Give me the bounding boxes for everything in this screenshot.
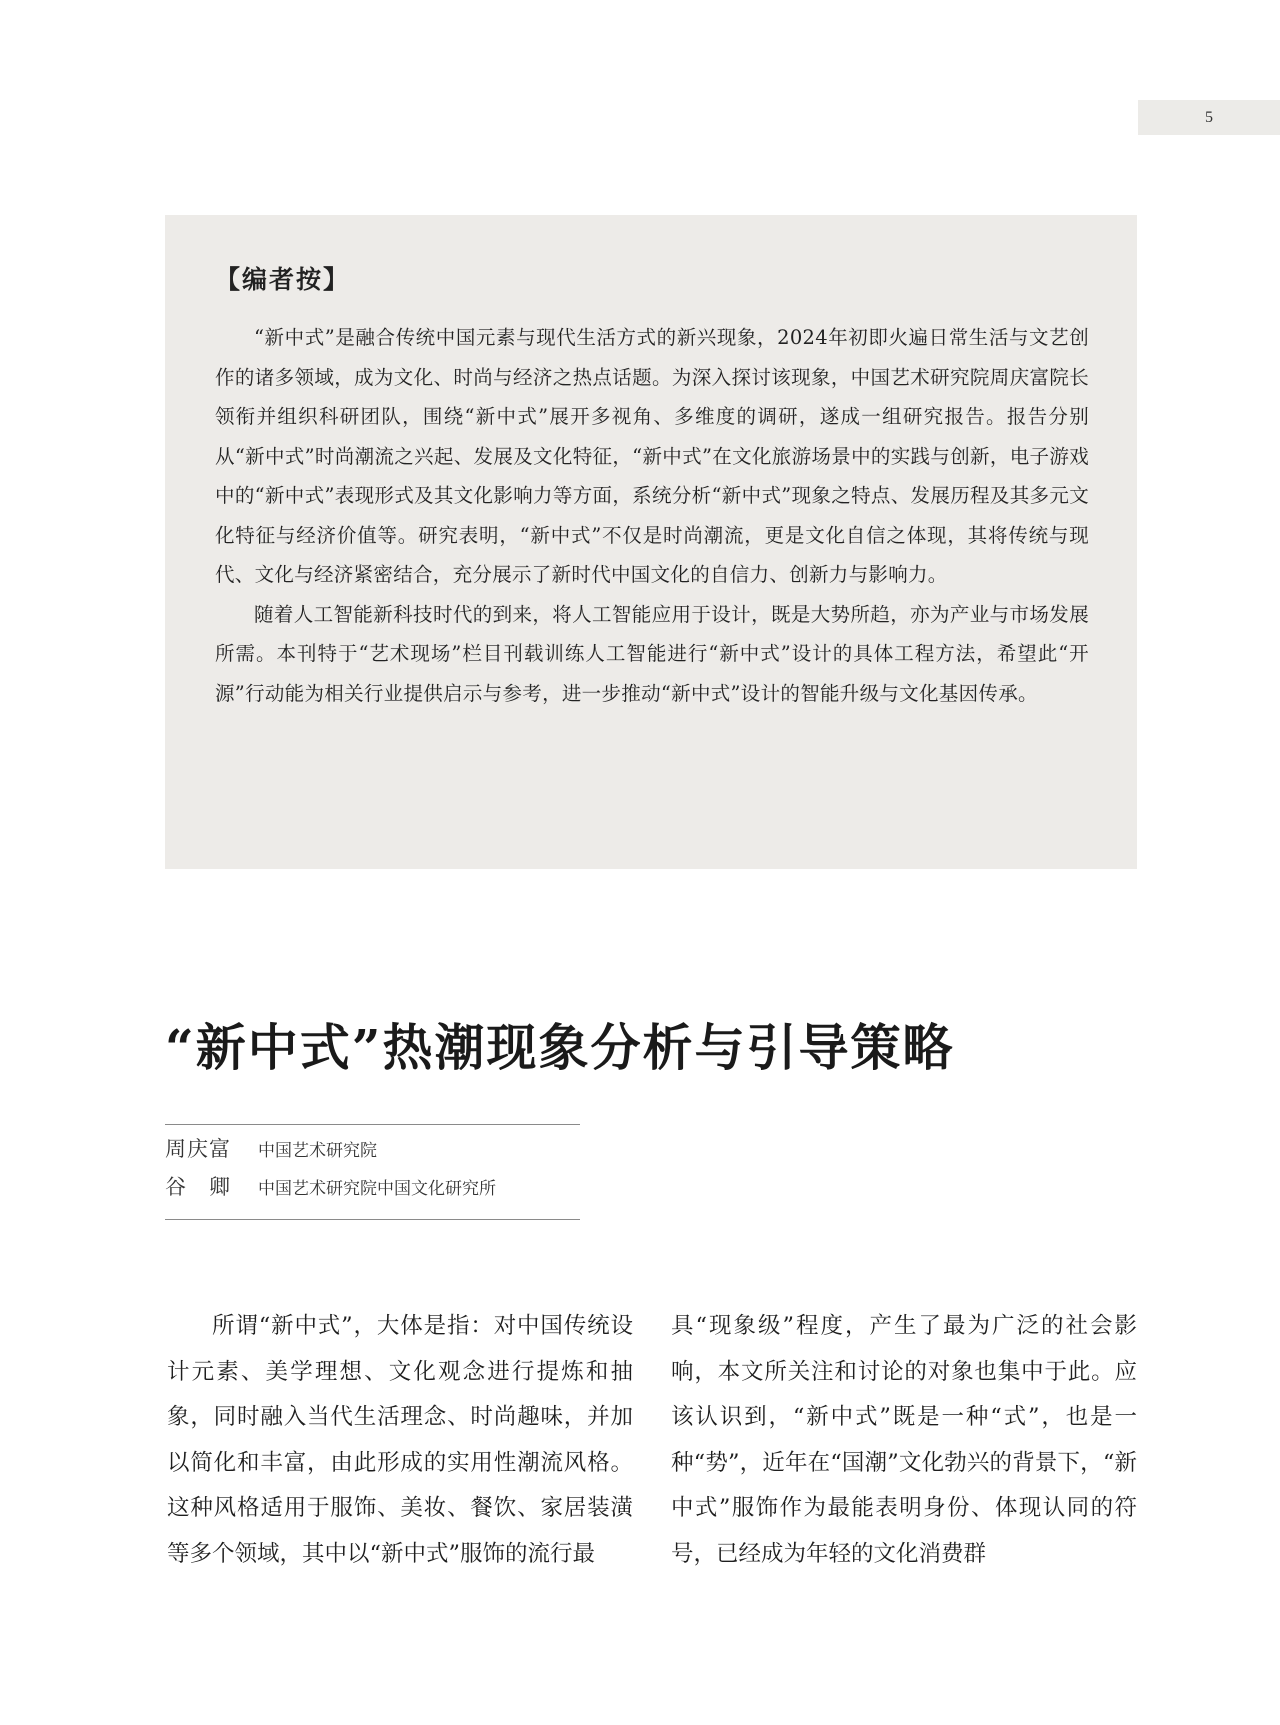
body-text-right-column: 具“现象级”程度，产生了最为广泛的社会影响，本文所关注和讨论的对象也集中于此。应该认识到，“新中式”既是一种“式”，也是一种“势”，近年在“国潮”文化勃兴的背景下，“新中式”服饰作为最能表明身份、体现认同的符号，已经成为年轻的文化消费群: [671, 1313, 1137, 1567]
author-block: [165, 1124, 580, 1220]
editor-note-paragraph-2: 随着人工智能新科技时代的到来，将人工智能应用于设计，既是大势所趋，亦为产业与市场发展所需。本刊特于“艺术现场”栏目刊载训练人工智能进行“新中式”设计的具体工程方法，希望此“开源”行动能为相关行业提供启示与参考，进一步推动“新中式”设计的智能升级与文化基因传承。: [215, 602, 1089, 705]
body-text-left-column: 所谓“新中式”，大体是指：对中国传统设计元素、美学理想、文化观念进行提炼和抽象，同时融入当代生活理念、时尚趣味，并加以简化和丰富，由此形成的实用性潮流风格。这种风格适用于服饰、美妆、餐饮、家居装潢等多个领域，其中以“新中式”服饰的流行最: [167, 1313, 633, 1567]
author-name: 周庆富: [165, 1137, 231, 1161]
author-row: [165, 1133, 580, 1171]
author-name: 谷 卿: [165, 1175, 231, 1199]
author-affiliation: 中国艺术研究院: [258, 1141, 377, 1161]
editor-note-box: [165, 215, 1137, 869]
article-title: “新中式”热潮现象分析与引导策略: [165, 1018, 955, 1077]
author-affiliation: 中国艺术研究院中国文化研究所: [258, 1179, 496, 1199]
author-row: [165, 1171, 580, 1209]
page-number: 5: [1138, 100, 1280, 135]
editor-note-title: 【编者按】: [215, 265, 351, 294]
editor-note-paragraph-1: “新中式”是融合传统中国元素与现代生活方式的新兴现象，2024年初即火遍日常生活与文艺创作的诸多领域，成为文化、时尚与经济之热点话题。为深入探讨该现象，中国艺术研究院周庆富院长领衔并组织科研团队，围绕“新中式”展开多视角、多维度的调研，遂成一组研究报告。报告分别从“新中式”时尚潮流之兴起、发展及文化特征，“新中式”在文化旅游场景中的实践与创新，电子游戏中的“新中式”表现形式及其文化影响力等方面，系统分析“新中式”现象之特点、发展历程及其多元文化特征与经济价值等。研究表明，“新中式”不仅是时尚潮流，更是文化自信之体现，其将传统与现代、文化与经济紧密结合，充分展示了新时代中国文化的自信力、创新力与影响力。: [215, 326, 1089, 586]
